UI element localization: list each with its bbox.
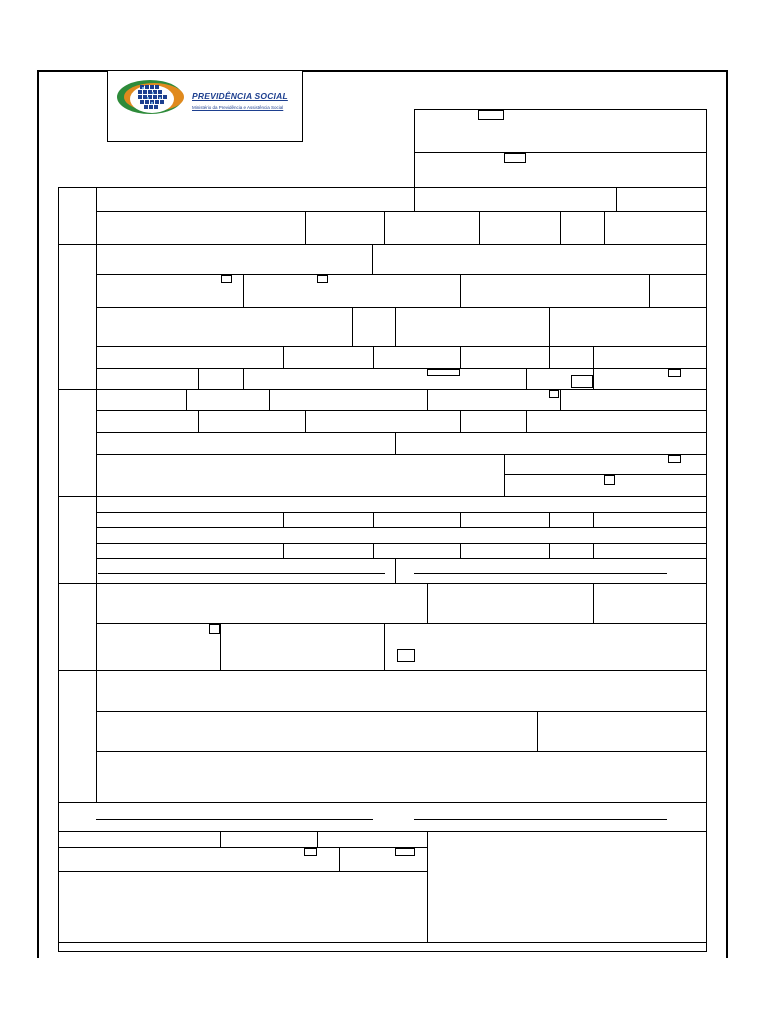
field[interactable] xyxy=(96,187,415,212)
field[interactable] xyxy=(593,583,707,624)
field[interactable] xyxy=(283,543,374,559)
field[interactable] xyxy=(96,583,428,624)
checkbox[interactable] xyxy=(668,369,681,377)
field[interactable] xyxy=(96,558,396,584)
checkbox[interactable] xyxy=(397,649,415,662)
field[interactable] xyxy=(395,307,550,347)
checkbox[interactable] xyxy=(571,375,593,388)
field[interactable] xyxy=(198,368,244,390)
logo-subtitle: Ministério da Previdência e Assistência Social xyxy=(192,105,284,110)
footer-strip xyxy=(58,942,707,952)
form-right-border xyxy=(726,70,728,958)
field[interactable] xyxy=(537,711,707,752)
field[interactable] xyxy=(549,307,707,347)
field[interactable] xyxy=(616,187,707,212)
field[interactable] xyxy=(58,831,221,848)
field[interactable] xyxy=(198,410,306,433)
field[interactable] xyxy=(560,389,707,411)
signature-line xyxy=(414,573,667,574)
field[interactable] xyxy=(427,583,594,624)
field[interactable] xyxy=(372,244,707,275)
field[interactable] xyxy=(373,512,461,528)
checkbox[interactable] xyxy=(221,275,232,283)
field[interactable] xyxy=(593,368,707,390)
field[interactable] xyxy=(283,512,374,528)
field[interactable] xyxy=(460,274,650,308)
field[interactable] xyxy=(460,410,527,433)
field[interactable] xyxy=(427,831,707,943)
logo-box xyxy=(107,70,303,142)
field[interactable] xyxy=(526,410,707,433)
field[interactable] xyxy=(395,558,707,584)
field[interactable] xyxy=(593,346,707,369)
field[interactable] xyxy=(283,346,374,369)
checkbox[interactable] xyxy=(304,848,317,856)
field[interactable] xyxy=(96,346,284,369)
field[interactable] xyxy=(96,410,199,433)
field[interactable] xyxy=(96,244,373,275)
field[interactable] xyxy=(593,512,707,528)
field[interactable] xyxy=(58,871,428,943)
checkbox-header-2[interactable] xyxy=(504,153,526,163)
field[interactable] xyxy=(96,368,199,390)
previdencia-logo-icon xyxy=(114,75,186,119)
field[interactable] xyxy=(479,211,561,245)
field[interactable] xyxy=(352,307,396,347)
field[interactable] xyxy=(373,346,461,369)
field[interactable] xyxy=(186,389,270,411)
form-left-border xyxy=(37,70,39,958)
field[interactable] xyxy=(96,623,221,671)
field[interactable] xyxy=(384,623,707,671)
field[interactable] xyxy=(96,543,284,559)
field[interactable] xyxy=(96,389,187,411)
field[interactable] xyxy=(269,389,428,411)
section-1-label xyxy=(58,187,97,245)
field[interactable] xyxy=(220,623,385,671)
checkbox[interactable] xyxy=(427,369,460,376)
section-4-label xyxy=(58,496,97,584)
field[interactable] xyxy=(243,368,527,390)
checkbox-header-1[interactable] xyxy=(478,110,504,120)
signature-line xyxy=(96,819,373,820)
field[interactable] xyxy=(649,274,707,308)
field[interactable] xyxy=(96,751,707,803)
field[interactable] xyxy=(96,512,284,528)
field[interactable] xyxy=(593,543,707,559)
section-6-label xyxy=(58,670,97,803)
field[interactable] xyxy=(58,847,340,872)
field[interactable] xyxy=(384,211,480,245)
section-5-label xyxy=(58,583,97,671)
field[interactable] xyxy=(317,831,428,848)
header-box-top xyxy=(414,109,707,153)
field[interactable] xyxy=(305,410,461,433)
checkbox[interactable] xyxy=(395,848,415,856)
field[interactable] xyxy=(427,389,561,411)
field[interactable] xyxy=(460,512,550,528)
field[interactable] xyxy=(395,432,707,455)
field[interactable] xyxy=(460,346,550,369)
field[interactable] xyxy=(96,432,396,455)
header-box-bottom xyxy=(414,152,707,188)
field[interactable] xyxy=(549,512,594,528)
logo-title: PREVIDÊNCIA SOCIAL xyxy=(192,91,288,101)
field[interactable] xyxy=(460,543,550,559)
signature-row xyxy=(58,802,707,832)
field[interactable] xyxy=(96,307,353,347)
field[interactable] xyxy=(549,346,594,369)
field[interactable] xyxy=(373,543,461,559)
field[interactable] xyxy=(96,211,306,245)
checkbox[interactable] xyxy=(604,475,615,485)
field[interactable] xyxy=(96,527,707,544)
checkbox[interactable] xyxy=(317,275,328,283)
field[interactable] xyxy=(96,454,505,497)
field[interactable] xyxy=(243,274,461,308)
field[interactable] xyxy=(414,187,617,212)
field[interactable] xyxy=(549,543,594,559)
field[interactable] xyxy=(305,211,385,245)
field[interactable] xyxy=(96,711,538,752)
checkbox[interactable] xyxy=(668,455,681,463)
field[interactable] xyxy=(96,496,707,513)
signature-line xyxy=(414,819,667,820)
section-3-label xyxy=(58,389,97,497)
section-2-label xyxy=(58,244,97,390)
field[interactable] xyxy=(604,211,707,245)
signature-line xyxy=(98,573,385,574)
field[interactable] xyxy=(96,670,707,712)
checkbox[interactable] xyxy=(209,624,220,634)
checkbox[interactable] xyxy=(549,390,559,398)
field[interactable] xyxy=(560,211,605,245)
field[interactable] xyxy=(220,831,318,848)
